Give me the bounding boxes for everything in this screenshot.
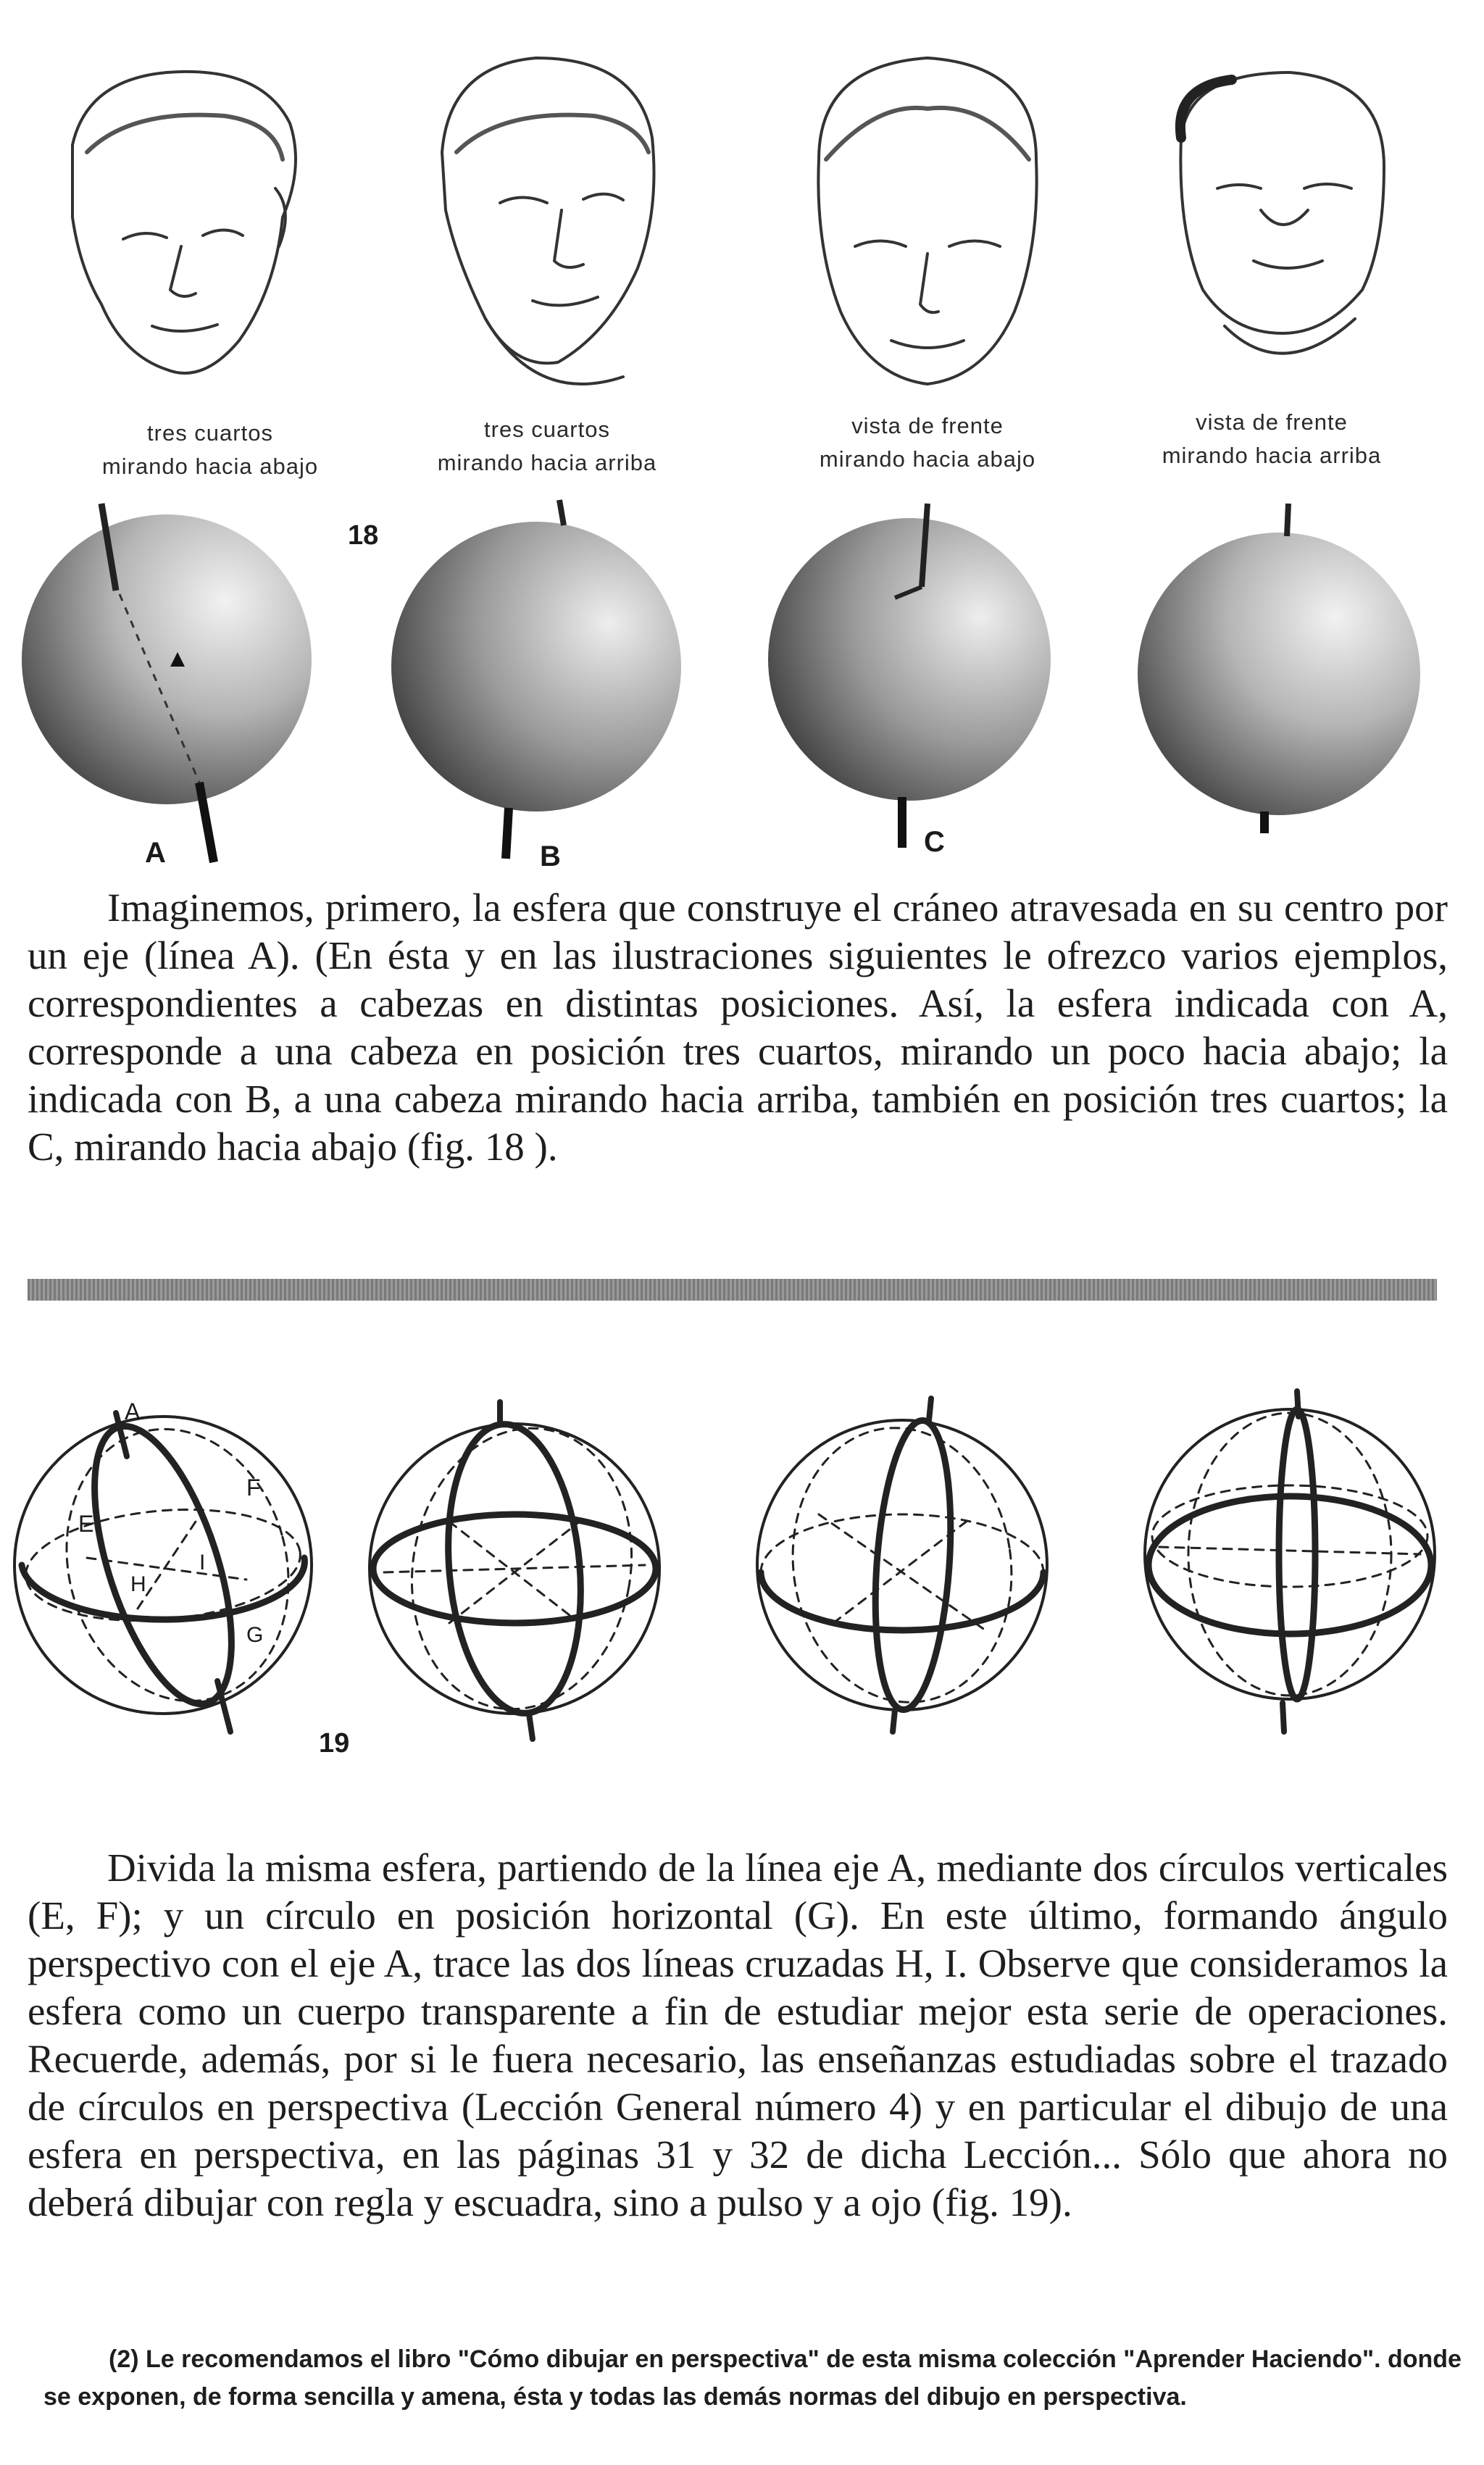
wireframe-sphere-3 bbox=[757, 1398, 1047, 1732]
sphere-a bbox=[22, 504, 312, 862]
sphere-d bbox=[1138, 504, 1420, 833]
sphere-c bbox=[768, 504, 1051, 848]
caption-line: mirando hacia abajo bbox=[819, 446, 1036, 472]
caption-line: tres cuartos bbox=[484, 417, 610, 442]
section-divider bbox=[28, 1279, 1437, 1301]
wire-label-h: H bbox=[130, 1572, 146, 1596]
head-caption-1 bbox=[58, 417, 362, 483]
head-sketch-2 bbox=[406, 29, 696, 406]
wire-label-a: A bbox=[125, 1398, 141, 1425]
figure-19-number: 19 bbox=[319, 1728, 350, 1759]
caption-line: mirando hacia arriba bbox=[437, 450, 657, 475]
caption-line: vista de frente bbox=[851, 413, 1004, 438]
wireframe-sphere-1 bbox=[14, 1404, 318, 1732]
head-sketch-4 bbox=[1145, 43, 1420, 399]
head-sketch-1 bbox=[43, 51, 348, 413]
sphere-label-c: C bbox=[924, 826, 945, 858]
wire-label-g: G bbox=[246, 1623, 264, 1647]
body-paragraph-2: Divida la misma esfera, partiendo de la línea eje A, mediante dos círculos verticales (E, F); y un círculo en posición horizontal (G). En este último, formando ángulo perspectivo con el eje A, trace las dos líneas cruzadas H, I. Observe que consideramos la esfera como un cuerpo transparente a fin de estudiar mejor esta serie de operaciones. Recuerde, además, por si le fuera necesario, las enseñanzas estudiadas sobre el trazado de círculos en perspectiva (Lección General número 4) y en particular el dibujo de una esfera en perspectiva, en las páginas 31 y 32 de dicha Lección... Sólo que ahora no deberá dibujar con regla y escuadra, sino a pulso y a ojo (fig. 19). bbox=[28, 1845, 1448, 2224]
head-caption-4 bbox=[1120, 406, 1424, 472]
head-caption-3 bbox=[775, 409, 1080, 476]
wire-label-i: I bbox=[199, 1551, 206, 1574]
head-caption-2 bbox=[395, 413, 699, 480]
caption-line: vista de frente bbox=[1196, 409, 1348, 435]
wireframe-sphere-2 bbox=[370, 1402, 659, 1739]
figure-18-number: 18 bbox=[348, 520, 379, 551]
wire-label-e: E bbox=[78, 1511, 94, 1537]
wireframe-sphere-4 bbox=[1145, 1391, 1435, 1732]
footnote: (2) Le recomendamos el libro "Cómo dibujar en perspectiva" de esta misma colección "Aprender Haciendo". donde se exponen, de forma sencilla y amena, ésta y todas las demás normas del dibujo en perspectiva. bbox=[43, 2345, 1462, 2411]
figure-18-spheres bbox=[0, 493, 1484, 884]
caption-line: mirando hacia abajo bbox=[101, 454, 319, 479]
head-sketch-3 bbox=[790, 29, 1065, 406]
sphere-label-a: A bbox=[145, 837, 166, 869]
wire-label-f: F bbox=[246, 1475, 261, 1501]
sphere-b bbox=[391, 500, 681, 859]
body-paragraph-1: Imaginemos, primero, la esfera que construye el cráneo atravesada en su centro por un eje (línea A). (En ésta y en las ilustraciones siguientes le ofrezco varios ejemplos, correspondientes a cabezas en distintas posiciones. Así, la esfera indicada con A, corresponde a una cabeza en posición tres cuartos, mirando un poco hacia abajo; la indicada con B, a una cabeza mirando hacia arriba, también en posición tres cuartos; la C, mirando hacia abajo (fig. 18 ). bbox=[28, 885, 1448, 1169]
caption-line: tres cuartos bbox=[147, 420, 273, 446]
sphere-label-b: B bbox=[540, 841, 561, 872]
figure-19-wireframes bbox=[0, 1391, 1484, 1768]
caption-line: mirando hacia arriba bbox=[1162, 443, 1382, 468]
